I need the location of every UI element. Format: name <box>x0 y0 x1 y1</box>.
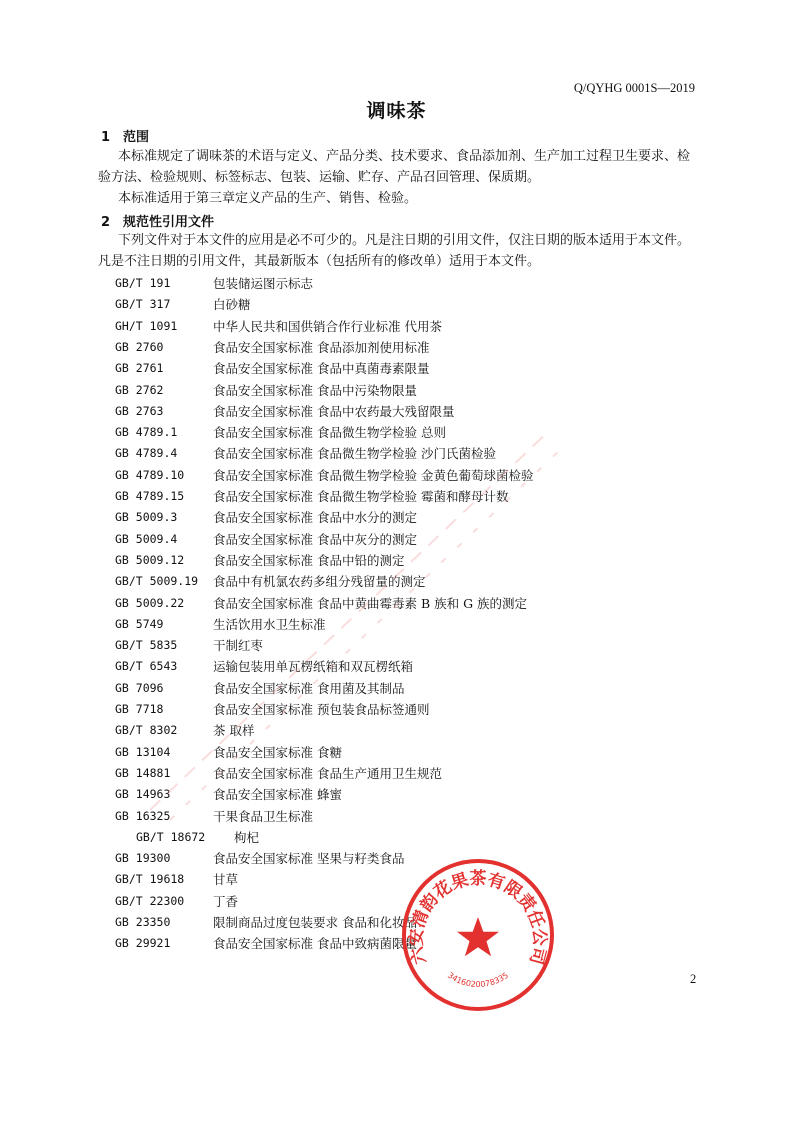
reference-code: GB 2761 <box>115 361 164 376</box>
reference-title: 食品安全国家标准 预包装食品标签通则 <box>213 702 430 717</box>
reference-code: GB/T 22300 <box>115 893 185 908</box>
seal-number-text <box>446 971 510 989</box>
reference-title: 食品安全国家标准 食品中真菌毒素限量 <box>213 361 430 377</box>
reference-code: GB 4789.4 <box>115 446 178 461</box>
reference-code: GB 23350 <box>115 915 171 929</box>
reference-title: 甘草 <box>213 872 239 888</box>
scope-applicability-paragraph: 本标准适用于第三章定义产品的生产、销售、检验。 <box>118 191 418 206</box>
reference-title: 食品安全国家标准 食品微生物学检验 总则 <box>213 425 446 441</box>
seal-star-icon <box>457 917 499 956</box>
reference-code: GB 2763 <box>115 403 164 418</box>
reference-title: 枸杞 <box>234 829 260 845</box>
reference-code: GB 19300 <box>115 851 171 866</box>
section-number: 1 <box>101 130 111 145</box>
reference-title: 食品中有机氯农药多组分残留量的测定 <box>213 574 426 590</box>
reference-code: GB 2762 <box>115 382 164 397</box>
reference-title: 中华人民共和国供销合作行业标准 代用茶 <box>213 318 442 334</box>
company-seal <box>398 855 558 1015</box>
reference-code: GB 4789.15 <box>115 489 185 503</box>
reference-title: 食品安全国家标准 食品中灰分的测定 <box>213 531 417 547</box>
reference-code: GB 5009.12 <box>115 552 185 567</box>
page-number: 2 <box>690 972 697 986</box>
section-title: 范围 <box>123 130 150 145</box>
reference-title: 白砂糖 <box>213 297 251 313</box>
references-intro-paragraph: 下列文件对于本文件的应用是必不可少的。凡是注日期的引用文件，仅注日期的版本适用于本文件。凡是不注日期的引用文件，其最新版本（包括所有的修改单）适用于本文件。 <box>98 233 691 269</box>
reference-code: GB 14881 <box>115 765 171 780</box>
scope-paragraph: 本标准规定了调味茶的术语与定义、产品分类、技术要求、食品添加剂、生产加工过程卫生要求、检验方法、检验规则、标签标志、包装、运输、贮存、产品召回管理、保质期。 <box>98 149 691 185</box>
reference-code: GB 4789.10 <box>115 467 185 482</box>
reference-code: GB 5009.4 <box>115 531 178 546</box>
reference-code: GB 5749 <box>115 616 164 631</box>
reference-code: GB 16325 <box>115 808 171 823</box>
reference-title: 茶 取样 <box>213 723 255 739</box>
reference-code: GB 29921 <box>115 936 171 951</box>
reference-code: GB/T 317 <box>115 297 171 312</box>
reference-title: 食品安全国家标准 食品微生物学检验 霉菌和酵母计数 <box>213 489 509 504</box>
reference-code: GB/T 191 <box>115 276 171 290</box>
reference-title: 食品安全国家标准 食品添加剂使用标准 <box>213 339 430 355</box>
reference-title: 食品安全国家标准 坚果与籽类食品 <box>213 851 405 867</box>
reference-code: GB/T 8302 <box>115 723 178 738</box>
reference-title: 干制红枣 <box>213 638 264 654</box>
reference-code: GB 7096 <box>115 680 164 695</box>
reference-title: 包装储运图示标志 <box>213 276 314 291</box>
reference-title: 食品安全国家标准 食品中黄曲霉毒素 B 族和 G 族的测定 <box>213 595 528 611</box>
reference-code: GB/T 5835 <box>115 638 178 653</box>
reference-code: GB 4789.1 <box>115 425 178 440</box>
reference-code: GB/T 5009.19 <box>115 574 199 589</box>
reference-title: 运输包装用单瓦楞纸箱和双瓦楞纸箱 <box>213 659 414 675</box>
reference-code: GB 5009.3 <box>115 510 178 525</box>
reference-title: 食品安全国家标准 食糖 <box>213 744 342 760</box>
reference-title: 干果食品卫生标准 <box>213 808 314 824</box>
reference-title: 食品安全国家标准 食品中水分的测定 <box>213 510 417 526</box>
reference-title: 限制商品过度包装要求 食品和化妆品 <box>213 915 417 930</box>
reference-code: GB/T 6543 <box>115 659 178 674</box>
document-code: Q/QYHG 0001S—2019 <box>573 81 695 95</box>
reference-code: GB 7718 <box>115 702 164 716</box>
section-title: 规范性引用文件 <box>123 215 215 230</box>
reference-code: GB 14963 <box>115 787 171 802</box>
seal-company-textpath: 六安清韵花果茶有限责任公司 <box>406 869 550 967</box>
reference-code: GH/T 1091 <box>115 318 178 333</box>
section-heading-normative-references <box>101 211 214 230</box>
reference-code: GB/T 19618 <box>115 872 185 887</box>
reference-title: 食品安全国家标准 食品微生物学检验 沙门氏菌检验 <box>213 446 496 462</box>
section-heading-scope <box>101 126 149 145</box>
section-number: 2 <box>101 215 111 230</box>
reference-title: 食品安全国家标准 食用菌及其制品 <box>213 680 405 696</box>
reference-code: GB/T 18672 <box>136 829 206 844</box>
reference-title: 食品安全国家标准 蜂蜜 <box>213 787 342 803</box>
reference-title: 生活饮用水卫生标准 <box>213 616 326 632</box>
reference-code: GB 5009.22 <box>115 595 185 610</box>
reference-title: 食品安全国家标准 食品中铅的测定 <box>213 552 405 568</box>
seal-number-textpath: 3416020078335 <box>445 970 511 989</box>
reference-title: 食品安全国家标准 食品中污染物限量 <box>213 382 417 398</box>
document-title: 调味茶 <box>366 100 427 122</box>
reference-title: 丁香 <box>213 893 239 909</box>
reference-code: GB 2760 <box>115 339 164 354</box>
reference-code: GB 13104 <box>115 744 171 759</box>
reference-title: 食品安全国家标准 食品中农药最大残留限量 <box>213 403 455 419</box>
reference-title: 食品安全国家标准 食品微生物学检验 金黄色葡萄球菌检验 <box>213 467 534 483</box>
reference-title: 食品安全国家标准 食品生产通用卫生规范 <box>213 765 442 781</box>
reference-title: 食品安全国家标准 食品中致病菌限量 <box>213 936 417 952</box>
